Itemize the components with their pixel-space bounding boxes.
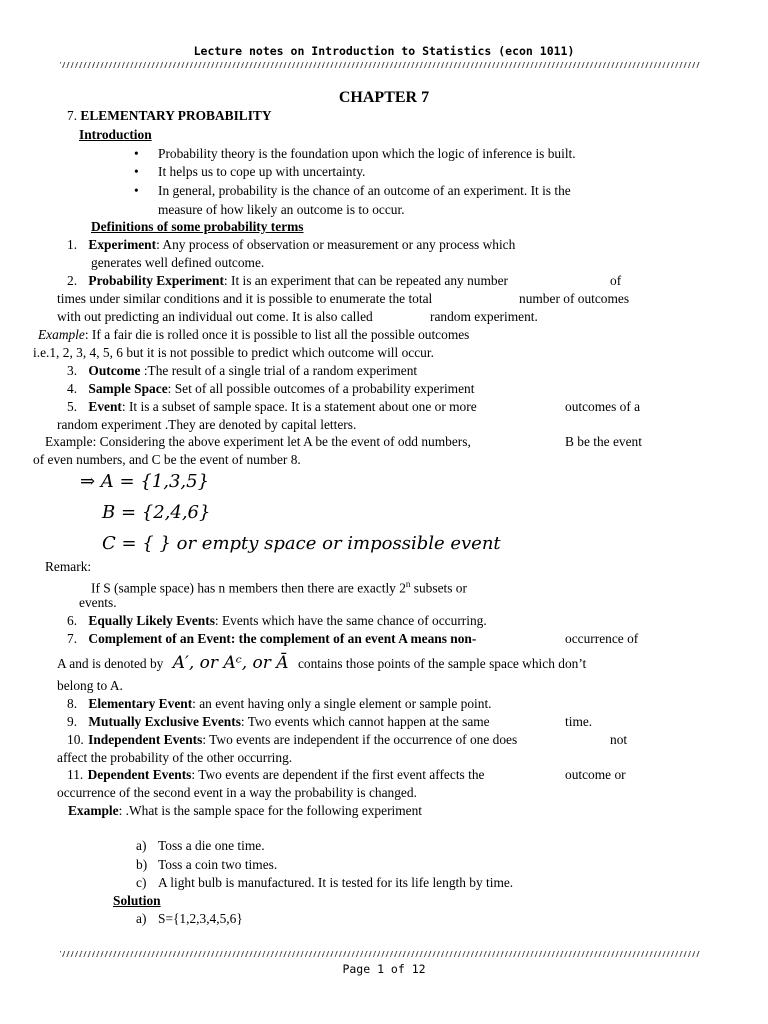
definition-independent: 10. Independent Events: Two events are independent if the occurrence of one does <box>67 732 518 747</box>
bullet-item: • Probability theory is the foundation upon which the logic of inference is built. <box>158 145 576 162</box>
task-item: a) Toss a die one time. <box>136 838 265 853</box>
definition-text: outcomes of a <box>565 399 641 414</box>
definition-text: number of outcomes <box>519 291 630 306</box>
example-sample-space: Example: .What is the sample space for the following experiment <box>68 803 423 818</box>
complement-notation: A′, or Aᶜ, or Ā <box>172 653 289 673</box>
definition-text: not <box>610 732 628 747</box>
definition-mutually-exclusive: 9. Mutually Exclusive Events: Two events which cannot happen at the same <box>67 714 490 729</box>
task-item: c) A light bulb is manufactured. It is tested for its life length by time. <box>136 875 514 890</box>
definition-experiment-cont: generates well defined outcome. <box>91 255 265 270</box>
footer-rule <box>60 951 700 957</box>
bullet-continuation: measure of how likely an outcome is to occur. <box>158 202 405 217</box>
definition-text: of <box>610 273 622 288</box>
definition-text: with out predicting an individual out come. It is also called <box>57 309 373 324</box>
definition-text: times under similar conditions and it is possible to enumerate the total <box>57 291 433 306</box>
example-events-tail: B be the event <box>565 434 642 449</box>
definitions-heading: Definitions of some probability terms <box>91 219 304 234</box>
definition-experiment: 1. Experiment: Any process of observation or measurement or any process which <box>67 237 516 252</box>
remark-text: If S (sample space) has n members then there are exactly 2$^n$ subsets or <box>91 579 467 596</box>
section-name: ELEMENTARY PROBABILITY <box>80 108 272 123</box>
definition-outcome: 3. Outcome :The result of a single trial of a random experiment <box>67 363 418 378</box>
definition-text: random experiment. <box>430 309 538 324</box>
definition-independent-cont: affect the probability of the other occurring. <box>57 750 293 765</box>
intro-heading: Introduction <box>79 127 152 142</box>
complement-cont: belong to A. <box>57 678 123 693</box>
solution-heading: Solution <box>113 893 161 908</box>
bullet-item: • It helps us to cope up with uncertainty. <box>158 163 365 180</box>
definition-event-cont: random experiment .They are denoted by capital letters. <box>57 417 357 432</box>
header-rule <box>60 62 700 68</box>
example-die-cont: i.e.1, 2, 3, 4, 5, 6 but it is not possible to predict which outcome will occur. <box>33 345 434 360</box>
math-set-c: C = { } or empty space or impossible event <box>102 533 501 554</box>
definition-text: occurrence of <box>565 631 639 646</box>
remark-label: Remark: <box>45 559 92 574</box>
definition-complement: 7. Complement of an Event: the complement of an event A means non- <box>67 631 477 646</box>
chapter-title: CHAPTER 7 <box>338 89 430 106</box>
definition-equally-likely: 6. Equally Likely Events: Events which have the same chance of occurring. <box>67 613 487 628</box>
definition-dependent-cont: occurrence of the second event in a way the probability is changed. <box>57 785 417 800</box>
math-set-b: B = {2,4,6} <box>102 502 211 523</box>
math-set-a: ⇒ A = {1,3,5} <box>80 471 210 492</box>
task-item: b) Toss a coin two times. <box>136 857 278 872</box>
section-title <box>67 107 272 124</box>
example-events-cont: of even numbers, and C be the event of number 8. <box>33 452 301 467</box>
example-events: Example: Considering the above experiment let A be the event of odd numbers, <box>45 434 471 449</box>
example-die: Example: If a fair die is rolled once it is possible to list all the possible outcomes <box>38 327 470 342</box>
page-footer: Page 1 of 12 <box>342 962 426 976</box>
running-header: Lecture notes on Introduction to Statistics (econ 1011) <box>193 44 575 58</box>
definition-sample-space: 4. Sample Space: Set of all possible outcomes of a probability experiment <box>67 381 475 396</box>
definition-event: 5. Event: It is a subset of sample space. It is a statement about one or more <box>67 399 477 414</box>
definition-probability-experiment: 2. Probability Experiment: It is an experiment that can be repeated any number <box>67 273 508 288</box>
definition-elementary-event: 8. Elementary Event: an event having only a single element or sample point. <box>67 696 492 711</box>
complement-line: A and is denoted by A′, or Aᶜ, or Ā contains those points of the sample space which don’t <box>57 653 587 673</box>
solution-item: a) S={1,2,3,4,5,6} <box>136 911 243 926</box>
bullet-item: • In general, probability is the chance of an outcome of an experiment. It is the <box>158 182 571 199</box>
section-number: 7. <box>67 108 78 123</box>
definition-dependent: 11. Dependent Events: Two events are dependent if the first event affects the <box>67 767 485 782</box>
remark-text-cont: events. <box>79 595 117 610</box>
definition-text: outcome or <box>565 767 626 782</box>
definition-text: time. <box>565 714 593 729</box>
